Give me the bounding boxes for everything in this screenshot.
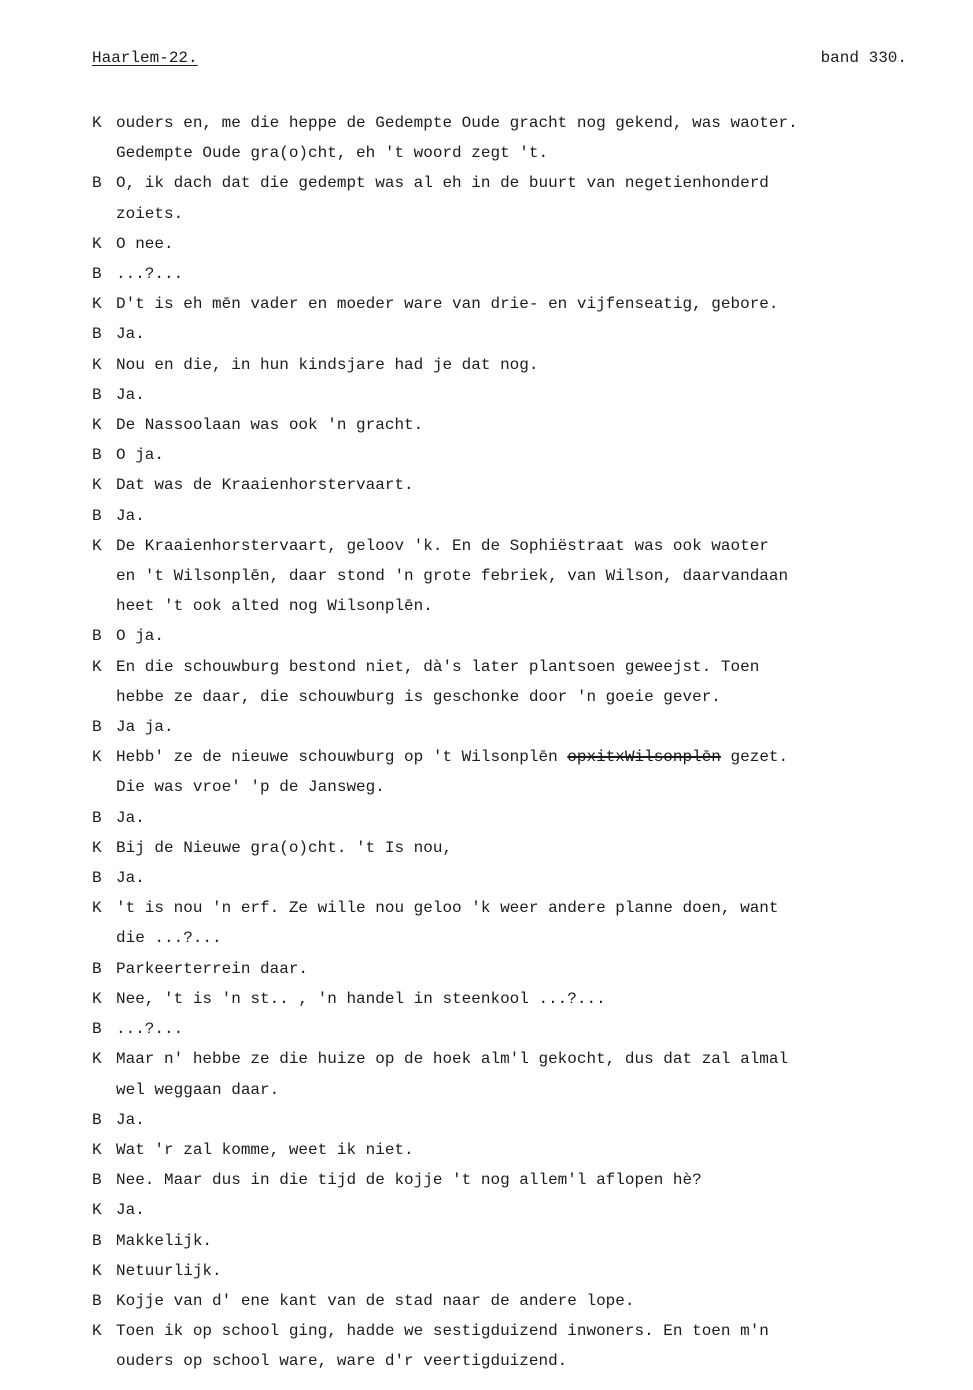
- struck-text: opxitxWilsonplēn: [567, 748, 721, 767]
- speaker-label: K: [92, 536, 102, 555]
- transcript-line: [92, 350, 882, 380]
- speaker-label: [92, 923, 116, 953]
- speaker-label: K: [92, 1140, 102, 1159]
- utterance-text: Netuurlijk.: [116, 1261, 222, 1280]
- speaker-label: K: [92, 355, 102, 374]
- transcript-line: [92, 199, 882, 229]
- utterance-text: Kojje van d' ene kant van de stad naar de andere lope.: [116, 1291, 635, 1310]
- speaker-label: B: [92, 808, 102, 827]
- utterance-text: Toen ik op school ging, hadde we sestigduizend inwoners. En toen m'n: [116, 1322, 769, 1341]
- speaker-label: [92, 561, 116, 591]
- utterance-text: Nee, 't is 'n st.. , 'n handel in steenkool ...?...: [116, 989, 606, 1008]
- speaker-label: K: [92, 476, 102, 495]
- speaker-label: B: [92, 506, 102, 525]
- transcript-line: [92, 1135, 882, 1165]
- utterance-text: En die schouwburg bestond niet, dà's later plantsoen geweejst. Toen: [116, 657, 760, 676]
- utterance-text: en 't Wilsonplēn, daar stond 'n grote febriek, van Wilson, daarvandaan: [116, 567, 789, 586]
- utterance-text: 't is nou 'n erf. Ze wille nou geloo 'k weer andere planne doen, want: [116, 899, 779, 918]
- utterance-text: Ja.: [116, 869, 145, 888]
- speaker-label: [92, 772, 116, 802]
- transcript-line: [92, 1226, 882, 1256]
- transcript-line: [92, 1256, 882, 1286]
- transcript-line: [92, 289, 882, 319]
- utterance-text: Dat was de Kraaienhorstervaart.: [116, 476, 414, 495]
- speaker-label: B: [92, 325, 102, 344]
- utterance-text: O nee.: [116, 234, 174, 253]
- transcript-line: [92, 984, 882, 1014]
- speaker-label: [92, 1346, 116, 1376]
- transcript-line: [92, 168, 882, 198]
- transcript-line: [92, 1286, 882, 1316]
- transcript-line: [92, 621, 882, 651]
- utterance-text: Ja.: [116, 506, 145, 525]
- speaker-label: B: [92, 1020, 102, 1039]
- utterance-text: heet 't ook alted nog Wilsonplēn.: [116, 597, 433, 616]
- utterance-text: zoiets.: [116, 204, 184, 223]
- transcript-line: [92, 1105, 882, 1135]
- speaker-label: [92, 1075, 116, 1105]
- transcript-line: [92, 772, 882, 802]
- speaker-label: [92, 138, 116, 168]
- speaker-label: K: [92, 1201, 102, 1220]
- transcript-line: [92, 501, 882, 531]
- utterance-text: Die was vroe' 'p de Jansweg.: [116, 778, 385, 797]
- transcript-line: [92, 259, 882, 289]
- transcript-line: [92, 1316, 882, 1346]
- utterance-text: Ja ja.: [116, 718, 174, 737]
- transcript-body: [92, 108, 882, 1377]
- transcript-line: [92, 923, 882, 953]
- transcript-line: [92, 531, 882, 561]
- utterance-text: Ja.: [116, 325, 145, 344]
- speaker-label: B: [92, 627, 102, 646]
- speaker-label: B: [92, 1171, 102, 1190]
- speaker-label: K: [92, 114, 102, 132]
- utterance-text: Nee. Maar dus in die tijd de kojje 't nog allem'l aflopen hè?: [116, 1171, 702, 1190]
- transcript-line: [92, 742, 882, 772]
- transcript-line: [92, 803, 882, 833]
- speaker-label: K: [92, 838, 102, 857]
- utterance-text: ouders op school ware, ware d'r veertigduizend.: [116, 1352, 568, 1371]
- utterance-text: hebbe ze daar, die schouwburg is geschonke door 'n goeie gever.: [116, 687, 721, 706]
- transcript-line: [92, 440, 882, 470]
- utterance-text: wel weggaan daar.: [116, 1080, 280, 1099]
- speaker-label: B: [92, 869, 102, 888]
- transcript-line: [92, 470, 882, 500]
- transcript-line: [92, 380, 882, 410]
- utterance-text: D't is eh mēn vader en moeder ware van drie- en vijfenseatig, gebore.: [116, 295, 779, 314]
- speaker-label: B: [92, 1291, 102, 1310]
- speaker-label: K: [92, 899, 102, 918]
- transcript-line: [92, 410, 882, 440]
- transcript-line: [92, 863, 882, 893]
- transcript-line: [92, 591, 882, 621]
- utterance-text: Makkelijk.: [116, 1231, 213, 1250]
- utterance-text: Bij de Nieuwe gra(o)cht. 't Is nou,: [116, 838, 453, 857]
- utterance-text: Hebb' ze de nieuwe schouwburg op 't Wilsonplēn opxitxWilsonplēn gezet.: [116, 748, 789, 767]
- transcript-line: [92, 712, 882, 742]
- transcript-line: [92, 893, 882, 923]
- utterance-text: Gedempte Oude gra(o)cht, eh 't woord zegt 't.: [116, 144, 549, 163]
- transcript-line: [92, 138, 882, 168]
- speaker-label: K: [92, 989, 102, 1008]
- transcript-line: [92, 682, 882, 712]
- speaker-label: B: [92, 718, 102, 737]
- transcript-line: [92, 561, 882, 591]
- speaker-label: K: [92, 234, 102, 253]
- transcript-line: [92, 833, 882, 863]
- speaker-label: K: [92, 748, 102, 767]
- speaker-label: B: [92, 174, 102, 193]
- transcript-line: [92, 1195, 882, 1225]
- speaker-label: B: [92, 1231, 102, 1250]
- transcript-line: [92, 1075, 882, 1105]
- utterance-text: ...?...: [116, 1020, 184, 1039]
- speaker-label: B: [92, 1110, 102, 1129]
- speaker-label: B: [92, 446, 102, 465]
- utterance-text: O ja.: [116, 627, 165, 646]
- utterance-text: Wat 'r zal komme, weet ik niet.: [116, 1140, 414, 1159]
- utterance-text: ouders en, me die heppe de Gedempte Oude gracht nog gekend, was waoter.: [116, 114, 798, 132]
- transcript-line: [92, 1044, 882, 1074]
- transcript-line: [92, 319, 882, 349]
- speaker-label: B: [92, 265, 102, 284]
- utterance-text: Maar n' hebbe ze die huize op de hoek alm'l gekocht, dus dat zal almal: [116, 1050, 789, 1069]
- transcript-line: [92, 954, 882, 984]
- transcript-line: [92, 108, 882, 138]
- speaker-label: K: [92, 1050, 102, 1069]
- speaker-label: B: [92, 959, 102, 978]
- speaker-label: K: [92, 295, 102, 314]
- utterance-text: ...?...: [116, 265, 184, 284]
- speaker-label: K: [92, 1322, 102, 1341]
- utterance-text: die ...?...: [116, 929, 222, 948]
- speaker-label: [92, 682, 116, 712]
- page-header-tape-number: band 330.: [820, 49, 907, 67]
- transcript-line: [92, 1165, 882, 1195]
- page-header-location: Haarlem-22.: [92, 49, 198, 67]
- speaker-label: K: [92, 1261, 102, 1280]
- utterance-text: Ja.: [116, 1110, 145, 1129]
- speaker-label: [92, 591, 116, 621]
- utterance-text: Ja.: [116, 1201, 145, 1220]
- utterance-text: Ja.: [116, 808, 145, 827]
- utterance-text: Nou en die, in hun kindsjare had je dat nog.: [116, 355, 539, 374]
- transcript-line: [92, 652, 882, 682]
- utterance-text: De Nassoolaan was ook 'n gracht.: [116, 416, 424, 435]
- transcript-line: [92, 1014, 882, 1044]
- utterance-text: Parkeerterrein daar.: [116, 959, 309, 978]
- transcript-line: [92, 229, 882, 259]
- speaker-label: K: [92, 657, 102, 676]
- utterance-text: O ja.: [116, 446, 165, 465]
- utterance-text: Ja.: [116, 385, 145, 404]
- speaker-label: [92, 199, 116, 229]
- speaker-label: K: [92, 416, 102, 435]
- utterance-text: O, ik dach dat die gedempt was al eh in de buurt van negetienhonderd: [116, 174, 769, 193]
- transcript-line: [92, 1346, 882, 1376]
- speaker-label: B: [92, 385, 102, 404]
- utterance-text: De Kraaienhorstervaart, geloov 'k. En de Sophiëstraat was ook waoter: [116, 536, 769, 555]
